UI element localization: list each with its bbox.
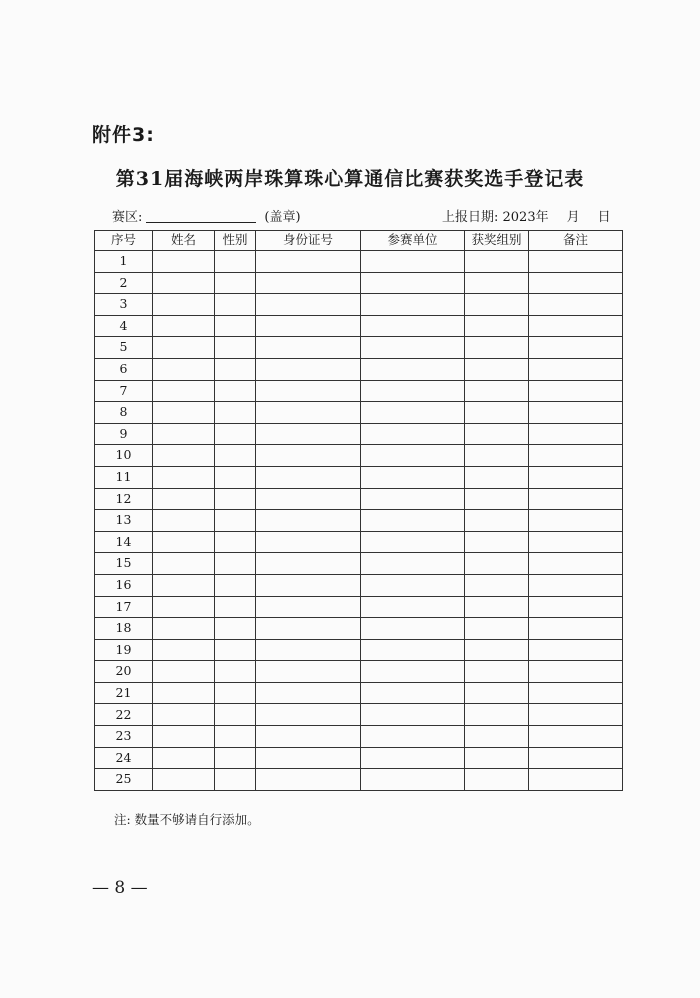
blank-cell[interactable] xyxy=(215,380,256,402)
blank-cell[interactable] xyxy=(361,661,465,683)
table-row xyxy=(95,769,623,791)
blank-cell[interactable] xyxy=(361,747,465,769)
blank-cell[interactable] xyxy=(529,574,623,596)
blank-cell[interactable] xyxy=(153,402,215,424)
page-number: — 8 — xyxy=(92,878,148,898)
blank-cell[interactable] xyxy=(215,402,256,424)
blank-cell[interactable] xyxy=(215,747,256,769)
blank-cell[interactable] xyxy=(361,445,465,467)
row-number-cell: 22 xyxy=(95,704,153,726)
blank-cell[interactable] xyxy=(529,596,623,618)
row-number-cell: 24 xyxy=(95,747,153,769)
table-row xyxy=(95,445,623,467)
row-number-cell: 3 xyxy=(95,294,153,316)
report-date xyxy=(442,206,611,225)
blank-cell[interactable] xyxy=(215,682,256,704)
region-blank-line xyxy=(146,210,256,223)
row-number-cell: 25 xyxy=(95,769,153,791)
table-row xyxy=(95,553,623,575)
seal-label: (盖章) xyxy=(264,210,301,225)
blank-cell[interactable] xyxy=(529,769,623,791)
table-row xyxy=(95,380,623,402)
table-row xyxy=(95,315,623,337)
blank-cell[interactable] xyxy=(465,251,529,273)
blank-cell[interactable] xyxy=(256,618,361,640)
header-cell: 参赛单位 xyxy=(361,231,465,251)
blank-cell[interactable] xyxy=(215,315,256,337)
table-row xyxy=(95,358,623,380)
blank-cell[interactable] xyxy=(256,769,361,791)
table-row xyxy=(95,574,623,596)
table-row xyxy=(95,596,623,618)
blank-cell[interactable] xyxy=(215,510,256,532)
blank-cell[interactable] xyxy=(153,596,215,618)
blank-cell[interactable] xyxy=(465,315,529,337)
blank-cell[interactable] xyxy=(465,661,529,683)
blank-cell[interactable] xyxy=(256,445,361,467)
blank-cell[interactable] xyxy=(465,704,529,726)
blank-cell[interactable] xyxy=(465,596,529,618)
blank-cell[interactable] xyxy=(465,272,529,294)
blank-cell[interactable] xyxy=(361,531,465,553)
blank-cell[interactable] xyxy=(153,553,215,575)
row-number-cell: 8 xyxy=(95,402,153,424)
blank-cell[interactable] xyxy=(256,380,361,402)
blank-cell[interactable] xyxy=(529,402,623,424)
blank-cell[interactable] xyxy=(256,510,361,532)
blank-cell[interactable] xyxy=(361,510,465,532)
blank-cell[interactable] xyxy=(215,445,256,467)
blank-cell[interactable] xyxy=(215,596,256,618)
blank-cell[interactable] xyxy=(361,704,465,726)
blank-cell[interactable] xyxy=(361,358,465,380)
blank-cell[interactable] xyxy=(529,251,623,273)
table-row xyxy=(95,272,623,294)
blank-cell[interactable] xyxy=(361,553,465,575)
region-field xyxy=(112,206,301,225)
blank-cell[interactable] xyxy=(529,747,623,769)
blank-cell[interactable] xyxy=(256,488,361,510)
region-label: 赛区: xyxy=(112,210,143,225)
blank-cell[interactable] xyxy=(529,661,623,683)
day-label: 日 xyxy=(597,210,611,225)
blank-cell[interactable] xyxy=(153,380,215,402)
blank-cell[interactable] xyxy=(529,726,623,748)
blank-cell[interactable] xyxy=(529,704,623,726)
blank-cell[interactable] xyxy=(256,337,361,359)
blank-cell[interactable] xyxy=(153,315,215,337)
report-date-label: 上报日期: 2023年 xyxy=(442,210,549,225)
blank-cell[interactable] xyxy=(215,294,256,316)
row-number-cell: 17 xyxy=(95,596,153,618)
blank-cell[interactable] xyxy=(153,488,215,510)
row-number-cell: 19 xyxy=(95,639,153,661)
blank-cell[interactable] xyxy=(465,358,529,380)
blank-cell[interactable] xyxy=(529,445,623,467)
blank-cell[interactable] xyxy=(215,531,256,553)
blank-cell[interactable] xyxy=(361,423,465,445)
blank-cell[interactable] xyxy=(153,358,215,380)
blank-cell[interactable] xyxy=(215,661,256,683)
blank-cell[interactable] xyxy=(153,445,215,467)
blank-cell[interactable] xyxy=(153,466,215,488)
blank-cell[interactable] xyxy=(256,402,361,424)
table-row xyxy=(95,661,623,683)
row-number-cell: 9 xyxy=(95,423,153,445)
row-number-cell: 16 xyxy=(95,574,153,596)
blank-cell[interactable] xyxy=(215,423,256,445)
blank-cell[interactable] xyxy=(361,618,465,640)
blank-cell[interactable] xyxy=(529,423,623,445)
blank-cell[interactable] xyxy=(153,251,215,273)
blank-cell[interactable] xyxy=(153,661,215,683)
blank-cell[interactable] xyxy=(465,423,529,445)
blank-cell[interactable] xyxy=(361,294,465,316)
blank-cell[interactable] xyxy=(215,272,256,294)
blank-cell[interactable] xyxy=(256,574,361,596)
blank-cell[interactable] xyxy=(465,445,529,467)
blank-cell[interactable] xyxy=(529,510,623,532)
blank-cell[interactable] xyxy=(361,466,465,488)
blank-cell[interactable] xyxy=(153,769,215,791)
registration-table xyxy=(94,230,623,791)
table-row xyxy=(95,747,623,769)
blank-cell[interactable] xyxy=(529,553,623,575)
blank-cell[interactable] xyxy=(465,574,529,596)
table-row xyxy=(95,466,623,488)
blank-cell[interactable] xyxy=(256,423,361,445)
blank-cell[interactable] xyxy=(153,423,215,445)
blank-cell[interactable] xyxy=(465,337,529,359)
table-row xyxy=(95,704,623,726)
row-number-cell: 23 xyxy=(95,726,153,748)
blank-cell[interactable] xyxy=(465,380,529,402)
blank-cell[interactable] xyxy=(256,272,361,294)
blank-cell[interactable] xyxy=(256,704,361,726)
blank-cell[interactable] xyxy=(256,358,361,380)
row-number-cell: 15 xyxy=(95,553,153,575)
blank-cell[interactable] xyxy=(361,315,465,337)
blank-cell[interactable] xyxy=(153,272,215,294)
blank-cell[interactable] xyxy=(361,272,465,294)
row-number-cell: 2 xyxy=(95,272,153,294)
blank-cell[interactable] xyxy=(529,531,623,553)
table-row xyxy=(95,510,623,532)
blank-cell[interactable] xyxy=(465,682,529,704)
blank-cell[interactable] xyxy=(215,726,256,748)
row-number-cell: 12 xyxy=(95,488,153,510)
blank-cell[interactable] xyxy=(465,618,529,640)
blank-cell[interactable] xyxy=(465,488,529,510)
blank-cell[interactable] xyxy=(529,488,623,510)
table-row xyxy=(95,618,623,640)
blank-cell[interactable] xyxy=(361,251,465,273)
table-row xyxy=(95,682,623,704)
blank-cell[interactable] xyxy=(256,747,361,769)
row-number-cell: 1 xyxy=(95,251,153,273)
blank-cell[interactable] xyxy=(215,251,256,273)
blank-cell[interactable] xyxy=(256,315,361,337)
blank-cell[interactable] xyxy=(153,726,215,748)
blank-cell[interactable] xyxy=(529,294,623,316)
blank-cell[interactable] xyxy=(529,315,623,337)
table-row xyxy=(95,294,623,316)
blank-cell[interactable] xyxy=(361,574,465,596)
blank-cell[interactable] xyxy=(529,380,623,402)
blank-cell[interactable] xyxy=(361,337,465,359)
header-cell: 性别 xyxy=(215,231,256,251)
header-cell: 备注 xyxy=(529,231,623,251)
blank-cell[interactable] xyxy=(215,466,256,488)
row-number-cell: 10 xyxy=(95,445,153,467)
page-title: 第31届海峡两岸珠算珠心算通信比赛获奖选手登记表 xyxy=(115,168,585,190)
blank-cell[interactable] xyxy=(465,747,529,769)
blank-cell[interactable] xyxy=(215,553,256,575)
blank-cell[interactable] xyxy=(256,466,361,488)
table-row xyxy=(95,639,623,661)
blank-cell[interactable] xyxy=(465,553,529,575)
row-number-cell: 14 xyxy=(95,531,153,553)
row-number-cell: 20 xyxy=(95,661,153,683)
header-cell: 序号 xyxy=(95,231,153,251)
blank-cell[interactable] xyxy=(215,358,256,380)
month-label: 月 xyxy=(566,210,580,225)
header-cell: 获奖组别 xyxy=(465,231,529,251)
blank-cell[interactable] xyxy=(529,358,623,380)
blank-cell[interactable] xyxy=(361,726,465,748)
row-number-cell: 6 xyxy=(95,358,153,380)
header-cell: 身份证号 xyxy=(256,231,361,251)
table-row xyxy=(95,488,623,510)
blank-cell[interactable] xyxy=(256,531,361,553)
row-number-cell: 18 xyxy=(95,618,153,640)
blank-cell[interactable] xyxy=(153,639,215,661)
blank-cell[interactable] xyxy=(215,769,256,791)
blank-cell[interactable] xyxy=(153,682,215,704)
blank-cell[interactable] xyxy=(465,510,529,532)
blank-cell[interactable] xyxy=(465,402,529,424)
blank-cell[interactable] xyxy=(361,596,465,618)
blank-cell[interactable] xyxy=(215,488,256,510)
row-number-cell: 21 xyxy=(95,682,153,704)
blank-cell[interactable] xyxy=(256,639,361,661)
blank-cell[interactable] xyxy=(465,639,529,661)
blank-cell[interactable] xyxy=(215,337,256,359)
table-row xyxy=(95,402,623,424)
blank-cell[interactable] xyxy=(256,596,361,618)
row-number-cell: 13 xyxy=(95,510,153,532)
blank-cell[interactable] xyxy=(215,618,256,640)
table-body xyxy=(95,251,623,791)
blank-cell[interactable] xyxy=(465,726,529,748)
blank-cell[interactable] xyxy=(256,661,361,683)
blank-cell[interactable] xyxy=(529,272,623,294)
blank-cell[interactable] xyxy=(153,747,215,769)
table-row xyxy=(95,531,623,553)
blank-cell[interactable] xyxy=(153,574,215,596)
table-row xyxy=(95,726,623,748)
blank-cell[interactable] xyxy=(529,618,623,640)
blank-cell[interactable] xyxy=(529,337,623,359)
blank-cell[interactable] xyxy=(153,704,215,726)
blank-cell[interactable] xyxy=(153,618,215,640)
blank-cell[interactable] xyxy=(465,466,529,488)
blank-cell[interactable] xyxy=(153,510,215,532)
blank-cell[interactable] xyxy=(361,769,465,791)
blank-cell[interactable] xyxy=(256,682,361,704)
blank-cell[interactable] xyxy=(256,294,361,316)
blank-cell[interactable] xyxy=(361,682,465,704)
row-number-cell: 7 xyxy=(95,380,153,402)
row-number-cell: 4 xyxy=(95,315,153,337)
header-cell: 姓名 xyxy=(153,231,215,251)
blank-cell[interactable] xyxy=(215,704,256,726)
row-number-cell: 5 xyxy=(95,337,153,359)
blank-cell[interactable] xyxy=(361,402,465,424)
row-number-cell: 11 xyxy=(95,466,153,488)
blank-cell[interactable] xyxy=(153,337,215,359)
blank-cell[interactable] xyxy=(529,466,623,488)
table-header-row xyxy=(95,231,623,251)
blank-cell[interactable] xyxy=(256,251,361,273)
blank-cell[interactable] xyxy=(529,639,623,661)
blank-cell[interactable] xyxy=(465,531,529,553)
attachment-label: 附件3: xyxy=(92,124,155,146)
table-row xyxy=(95,423,623,445)
blank-cell[interactable] xyxy=(529,682,623,704)
blank-cell[interactable] xyxy=(465,769,529,791)
blank-cell[interactable] xyxy=(361,488,465,510)
blank-cell[interactable] xyxy=(215,574,256,596)
table-row xyxy=(95,251,623,273)
blank-cell[interactable] xyxy=(361,639,465,661)
blank-cell[interactable] xyxy=(256,726,361,748)
blank-cell[interactable] xyxy=(465,294,529,316)
blank-cell[interactable] xyxy=(153,531,215,553)
blank-cell[interactable] xyxy=(256,553,361,575)
footnote: 注: 数量不够请自行添加。 xyxy=(114,812,260,827)
blank-cell[interactable] xyxy=(361,380,465,402)
blank-cell[interactable] xyxy=(153,294,215,316)
table-row xyxy=(95,337,623,359)
blank-cell[interactable] xyxy=(215,639,256,661)
